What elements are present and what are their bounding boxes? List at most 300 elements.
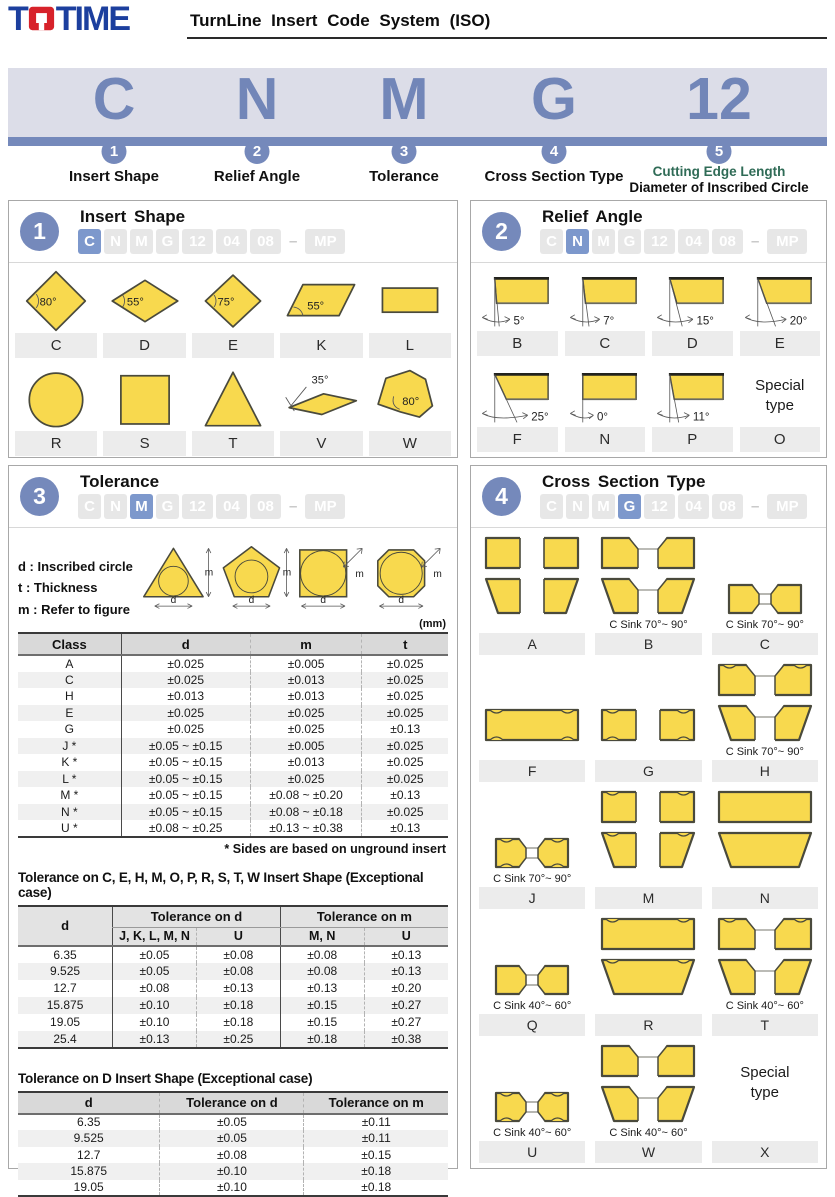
cell: Tolerance on m [280,906,448,928]
code-box-08: 08 [712,229,743,254]
code-letter-12: 12 [686,69,752,131]
svg-text:d: d [398,595,404,606]
shape-code-label: L [369,333,451,358]
svg-text:m: m [355,569,363,580]
tolerance-content [18,529,448,1197]
banner-bar [8,137,827,146]
cross-section-cell-G [595,659,701,782]
cell: 19.05 [18,1014,113,1031]
table-row [18,787,448,804]
cell: A [18,655,121,672]
relief-angle-figure [652,369,732,426]
special-type-text: Special type [748,376,812,417]
shape-code-label: X [712,1141,818,1163]
code-box-G: G [156,229,179,254]
shape-code-label: C [15,333,97,358]
exceptional-table-1-title: Tolerance on C, E, H, M, O, P, R, S, T, W Insert Shape (Exceptional case) [18,870,448,900]
table-row [18,738,448,755]
position-label: Cutting Edge Length Diameter of Inscribed Circle [629,164,808,195]
code-box-C: C [78,494,101,519]
shape-code-label: O [740,427,821,452]
svg-text:55°: 55° [127,296,144,308]
table-row [18,754,448,771]
tolerance-footnote: * Sides are based on unground insert [18,842,446,856]
svg-text:80°: 80° [402,396,419,408]
shape-code-label: V [280,431,362,456]
parallelogram-shape-icon [280,270,362,332]
cross-section-cell-J [479,786,585,909]
code-box-08: 08 [712,494,743,519]
tolerance-main-table [18,632,448,838]
svg-text:35°: 35° [312,375,329,387]
shape-code-label: E [740,331,821,356]
code-box-04: 04 [678,494,709,519]
cell: ±0.05 ~ ±0.15 [121,754,250,771]
cross-section-figure-rect-straight [600,708,696,742]
cross-section-cell-U [479,1040,585,1163]
table-row [18,997,448,1014]
code-box-MP: MP [767,229,807,254]
code-box-08: 08 [250,494,281,519]
table-row [18,1014,448,1031]
code-box-12: 12 [182,229,213,254]
position-label: Relief Angle [214,168,300,185]
cross-section-figure-rect-straight [484,536,580,570]
svg-text:d: d [249,595,255,606]
svg-text:m: m [283,568,291,579]
relief-angle-header [471,201,826,263]
tolerance-legend [18,534,136,620]
cell: ±0.025 [362,771,448,788]
svg-text:d: d [320,595,326,606]
relief-code-row [540,229,807,254]
cell: ±0.13 ~ ±0.38 [250,820,362,837]
cross-section-cell-Q [479,913,585,1036]
code-dash: – [751,498,759,515]
cell: ±0.10 [160,1163,304,1180]
diamond75-shape-icon [192,270,274,332]
cell: ±0.13 [362,820,448,837]
cell: ±0.13 [113,1031,197,1048]
table-row [18,1180,448,1197]
csink-caption: C Sink 40°~ 60° [726,999,804,1014]
shape-code-label: R [15,431,97,456]
cross-section-figure-trap-csink [717,958,813,996]
relief-angle-grid [477,270,820,452]
insert-code-row [78,229,345,254]
relief-angle-cell-C [565,270,646,356]
insert-shape-cell-L [369,270,451,358]
cell: ±0.025 [362,754,448,771]
code-letter-G: G [531,69,577,131]
position-label: Tolerance [369,168,439,185]
shape-code-label: T [712,1014,818,1036]
cell: ±0.18 [304,1180,448,1197]
table-header-row [18,906,448,928]
code-box-12: 12 [644,494,675,519]
cell: C [18,672,121,689]
cross-section-figure-rect-none [717,790,813,824]
brand-logo [8,2,129,36]
cross-section-header [471,466,826,528]
table-row [18,1114,448,1131]
svg-text:d: d [171,595,177,606]
cell: ±0.27 [364,997,448,1014]
code-box-04: 04 [216,494,247,519]
cell: ±0.08 ~ ±0.20 [250,787,362,804]
cell: d [18,906,113,946]
cell: ±0.025 [362,804,448,821]
cross-section-figure-rect-none [484,708,580,742]
cross-section-figure-rect-csink [717,663,813,697]
shape-code-label: E [192,333,274,358]
cell: 15.875 [18,997,113,1014]
cross-section-figure-trap-none [717,831,813,869]
position-badge-5: 5 [707,139,732,164]
table-row [18,804,448,821]
code-box-08: 08 [250,229,281,254]
shape-code-label: B [477,331,558,356]
cell: ±0.11 [304,1130,448,1147]
table-row [18,672,448,689]
relief-angle-figure [740,273,820,330]
cross-section-figure-rectsm-hourglass [494,964,570,996]
exceptional-table-1 [18,905,448,1049]
shape-code-label: J [479,887,585,909]
csink-caption: C Sink 70°~ 90° [493,872,571,887]
tolerance-code-row [78,494,345,519]
cross-section-cell-R [595,913,701,1036]
code-box-N: N [104,229,127,254]
insert-shape-header [9,201,457,263]
code-box-M: M [592,229,615,254]
insert-shape-cell-T [192,368,274,456]
section-relief-angle [470,200,827,458]
section-number-badge: 3 [20,477,59,516]
position-badge-3: 3 [392,139,417,164]
svg-text:0°: 0° [597,412,608,424]
code-letter-M: M [379,69,428,131]
svg-text:15°: 15° [697,316,714,328]
section-number-badge: 1 [20,212,59,251]
cross-section-cell-C [712,532,818,655]
cell: 6.35 [18,946,113,963]
shape-code-label: K [280,333,362,358]
relief-angle-cell-P [652,366,733,452]
position-label: Cross Section Type [485,168,624,185]
shape-code-label: D [652,331,733,356]
table-row [18,946,448,963]
svg-text:11°: 11° [693,412,710,424]
code-box-MP: MP [305,494,345,519]
shape-code-label: H [712,760,818,782]
shape-code-label: N [565,427,646,452]
shape-code-label: Q [479,1014,585,1036]
cell: ±0.18 [280,1031,364,1048]
title-underline [187,37,827,39]
cell: ±0.13 [280,980,364,997]
legend-line: d : Inscribed circle [18,556,136,577]
relief-angle-cell-B [477,270,558,356]
code-box-12: 12 [182,494,213,519]
shape-code-label: R [595,1014,701,1036]
logo-o-icon [28,5,55,32]
cell: ±0.20 [364,980,448,997]
section-number-badge: 2 [482,212,521,251]
csink-caption: C Sink 40°~ 60° [493,1126,571,1141]
csink-caption: C Sink 70°~ 90° [726,618,804,633]
cell: H [18,688,121,705]
code-box-G: G [618,494,641,519]
cross-section-figure-trap-csink [717,704,813,742]
cell: N * [18,804,121,821]
table-row [18,1031,448,1048]
insert-shape-cell-V [280,368,362,456]
shape-code-label: S [103,431,185,456]
insert-shape-cell-E [192,270,274,358]
cell: E [18,705,121,722]
cell: L * [18,771,121,788]
unit-note: (mm) [18,618,446,630]
insert-shape-cell-K [280,270,362,358]
svg-text:80°: 80° [40,296,57,308]
shape-code-label: B [595,633,701,655]
cell: Class [18,633,121,655]
cell: ±0.025 [250,705,362,722]
diamond55-shape-icon [104,270,186,332]
cell: ±0.10 [160,1180,304,1197]
cross-section-grid [479,532,818,1163]
section-title: Insert Shape [80,207,185,227]
cell: ±0.013 [121,688,250,705]
code-box-C: C [540,494,563,519]
cell: ±0.15 [280,997,364,1014]
cell: ±0.025 [362,688,448,705]
special-type-text: Special type [733,1063,797,1104]
csink-caption: C Sink 70°~ 90° [609,618,687,633]
section-title: Relief Angle [542,207,643,227]
exceptional-table-2-title: Tolerance on D Insert Shape (Exceptional case) [18,1071,448,1086]
shape-code-label: C [712,633,818,655]
cell: U [196,928,280,946]
cell: ±0.08 [280,963,364,980]
csink-caption: C Sink 40°~ 60° [493,999,571,1014]
insert-shape-cell-S [103,368,185,456]
table-header-row [18,1092,448,1114]
cross-section-figure-rectsm-hourglass [494,837,570,869]
code-box-C: C [540,229,563,254]
cell: ±0.05 ~ ±0.15 [121,738,250,755]
svg-text:5°: 5° [514,316,525,328]
shape-code-label: N [712,887,818,909]
cell: ±0.08 ~ ±0.18 [250,804,362,821]
cell: 12.7 [18,980,113,997]
cross-section-cell-F [479,659,585,782]
relief-angle-figure [652,273,732,330]
shape-code-label: G [595,760,701,782]
shape-code-label: U [479,1141,585,1163]
code-letter-N: N [236,69,279,131]
cell: ±0.05 [160,1114,304,1131]
cell: ±0.13 [362,721,448,738]
table-row [18,721,448,738]
cell: J * [18,738,121,755]
cell: K * [18,754,121,771]
shape-code-label: T [192,431,274,456]
cell: G [18,721,121,738]
code-box-M: M [130,229,153,254]
code-dash: – [289,233,297,250]
code-box-MP: MP [305,229,345,254]
cell: U * [18,820,121,837]
cell: ±0.18 [196,1014,280,1031]
cell: ±0.025 [121,672,250,689]
code-box-N: N [566,229,589,254]
table-row [18,820,448,837]
cell: J, K, L, M, N [113,928,197,946]
code-box-M: M [130,494,153,519]
cell: ±0.10 [113,1014,197,1031]
insert-shape-cell-R [15,368,97,456]
code-box-C: C [78,229,101,254]
cell: ±0.25 [196,1031,280,1048]
tolerance-figure-triangle [136,534,214,622]
section-title: Tolerance [80,472,159,492]
cell: ±0.005 [250,738,362,755]
cross-section-figure-rectsm-hourglass [494,1091,570,1123]
cross-section-figure-rect-csink [600,536,696,570]
relief-angle-figure [565,273,645,330]
exceptional-table-1-wrap [18,905,448,1049]
cross-section-figure-rectsm-hourglass [727,583,803,615]
cross-section-cell-B [595,532,701,655]
cell: ±0.025 [250,721,362,738]
cross-section-figure-trap-straight [600,831,696,869]
spacer [18,1049,448,1071]
shape-code-label: A [479,633,585,655]
cell: 25.4 [18,1031,113,1048]
cell: ±0.13 [196,980,280,997]
cell: ±0.013 [250,754,362,771]
cell: ±0.18 [196,997,280,1014]
svg-text:m: m [205,568,213,579]
shape-code-label: D [103,333,185,358]
svg-text:55°: 55° [308,301,325,313]
cell: ±0.05 [113,963,197,980]
svg-text:75°: 75° [217,296,234,308]
svg-text:25°: 25° [531,412,548,424]
cross-section-cell-A [479,532,585,655]
insert-shape-cell-C [15,270,97,358]
cell: ±0.13 [362,787,448,804]
code-box-N: N [566,494,589,519]
cell: 6.35 [18,1114,160,1131]
logo-text-time: TIME [56,2,129,36]
shape-code-label: P [652,427,733,452]
cell: Tolerance on d [160,1092,304,1114]
position-badge-4: 4 [542,139,567,164]
position-badge-2: 2 [245,139,270,164]
exceptional-table-2-wrap [18,1091,448,1197]
section-insert-shape [8,200,458,458]
table-row [18,963,448,980]
page-title: TurnLine Insert Code System (ISO) [190,11,490,31]
cell: ±0.08 [196,946,280,963]
svg-text:20°: 20° [790,316,807,328]
svg-text:7°: 7° [603,316,614,328]
cell: 19.05 [18,1180,160,1197]
cross-section-figure-rect-none [600,917,696,951]
shape-code-label: C [565,331,646,356]
cell: ±0.025 [362,705,448,722]
rectangle-shape-icon [369,270,451,332]
cell: ±0.38 [364,1031,448,1048]
tolerance-main-table-wrap [18,632,448,838]
svg-text:m: m [433,569,441,580]
cross-section-cell-N [712,786,818,909]
cell: ±0.025 [362,738,448,755]
relief-angle-cell-D [652,270,733,356]
section-cross-section [470,465,827,1169]
tolerance-figure-pentagon [214,534,292,622]
section-title: Cross Section Type [542,472,705,492]
code-letter-C: C [93,69,136,131]
tolerance-figure-chamfer-square [370,534,448,622]
tolerance-figures [136,534,448,622]
csink-caption: C Sink 70°~ 90° [726,745,804,760]
cell: ±0.013 [250,672,362,689]
cell: ±0.025 [121,655,250,672]
insert-shape-cell-D [103,270,185,358]
code-box-N: N [104,494,127,519]
cell: ±0.05 ~ ±0.15 [121,771,250,788]
cross-section-figure-trap-csink [600,577,696,615]
cell: M, N [280,928,364,946]
cell: ±0.10 [113,997,197,1014]
exceptional-table-2 [18,1091,448,1197]
cell: M * [18,787,121,804]
relief-angle-figure [477,369,557,426]
cell: Tolerance on d [113,906,281,928]
shape-code-label: W [369,431,451,456]
tolerance-header [9,466,457,528]
position-badge-1: 1 [102,139,127,164]
table-row [18,1147,448,1164]
cell: 15.875 [18,1163,160,1180]
cell: ±0.025 [250,771,362,788]
tolerance-figures-row [18,534,448,622]
relief-angle-figure [477,273,557,330]
cell: ±0.15 [280,1014,364,1031]
csink-caption: C Sink 40°~ 60° [609,1126,687,1141]
trigon-shape-icon [369,368,451,430]
cross-section-figure-trap-csink [600,1085,696,1123]
code-box-12: 12 [644,229,675,254]
table-row [18,771,448,788]
legend-line: t : Thickness [18,577,136,598]
cell: U [364,928,448,946]
cell: ±0.18 [304,1163,448,1180]
cell: ±0.05 ~ ±0.15 [121,804,250,821]
cell: ±0.08 [113,980,197,997]
cell: t [362,633,448,655]
tolerance-figure-square [292,534,370,622]
table-row [18,1130,448,1147]
cell: ±0.025 [121,705,250,722]
cell: Tolerance on m [304,1092,448,1114]
table-row [18,705,448,722]
cell: ±0.08 [160,1147,304,1164]
